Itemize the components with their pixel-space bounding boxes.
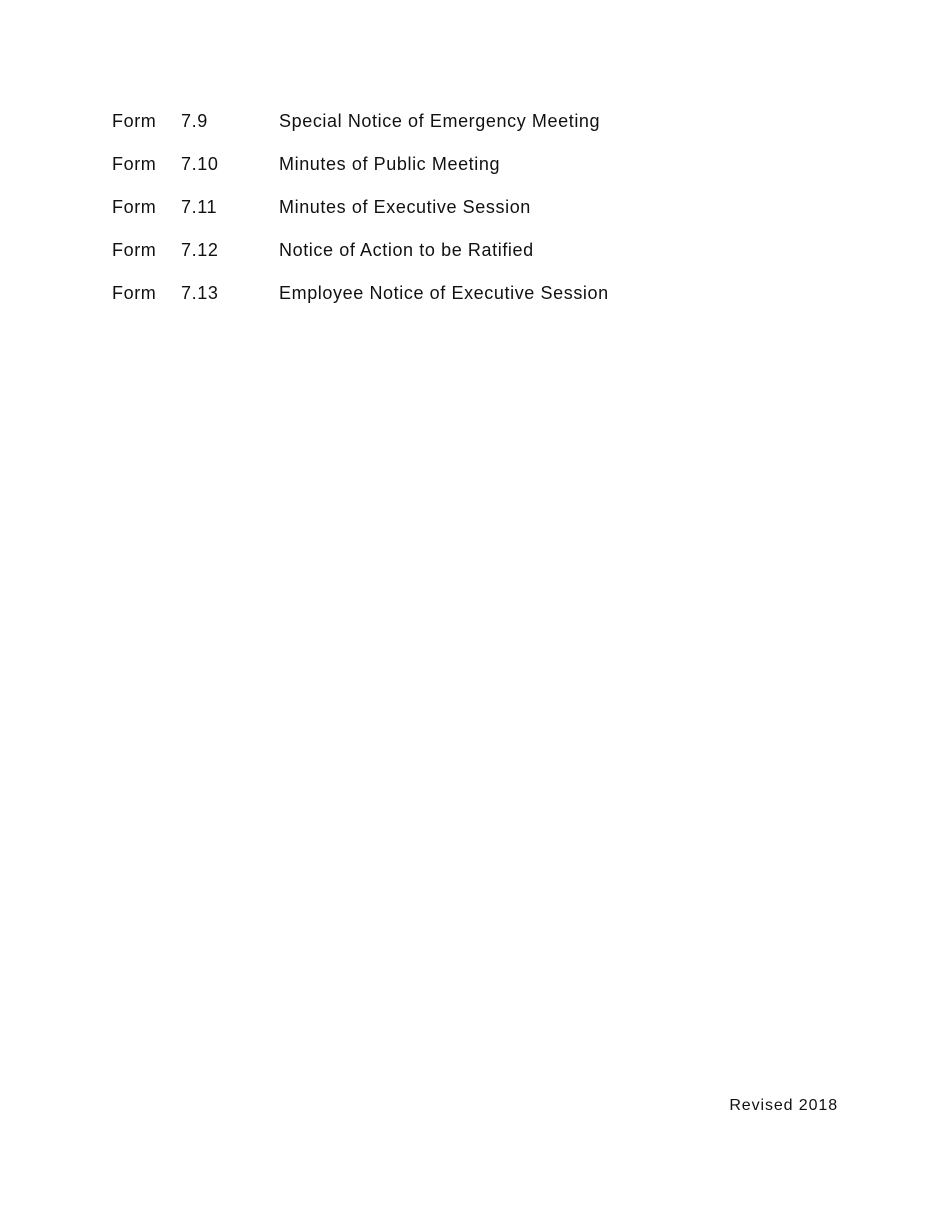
- revision-footer: Revised 2018: [729, 1097, 838, 1114]
- form-row: [112, 283, 812, 326]
- form-title: Minutes of Executive Session: [279, 197, 531, 217]
- form-row: [112, 154, 812, 197]
- form-row: [112, 111, 812, 154]
- form-title: Minutes of Public Meeting: [279, 154, 501, 174]
- form-label: Form: [112, 283, 157, 303]
- form-number: 7.12: [181, 240, 219, 260]
- form-title: Employee Notice of Executive Session: [279, 283, 609, 303]
- form-label: Form: [112, 197, 157, 217]
- form-number: 7.10: [181, 154, 219, 174]
- form-label: Form: [112, 240, 157, 260]
- form-label: Form: [112, 154, 157, 174]
- form-row: [112, 240, 812, 283]
- form-number: 7.9: [181, 111, 208, 131]
- form-number: 7.13: [181, 283, 219, 303]
- form-row: [112, 197, 812, 240]
- form-title: Notice of Action to be Ratified: [279, 240, 534, 260]
- form-label: Form: [112, 111, 157, 131]
- form-title: Special Notice of Emergency Meeting: [279, 111, 601, 131]
- form-list: [112, 111, 812, 326]
- form-number: 7.11: [181, 197, 218, 217]
